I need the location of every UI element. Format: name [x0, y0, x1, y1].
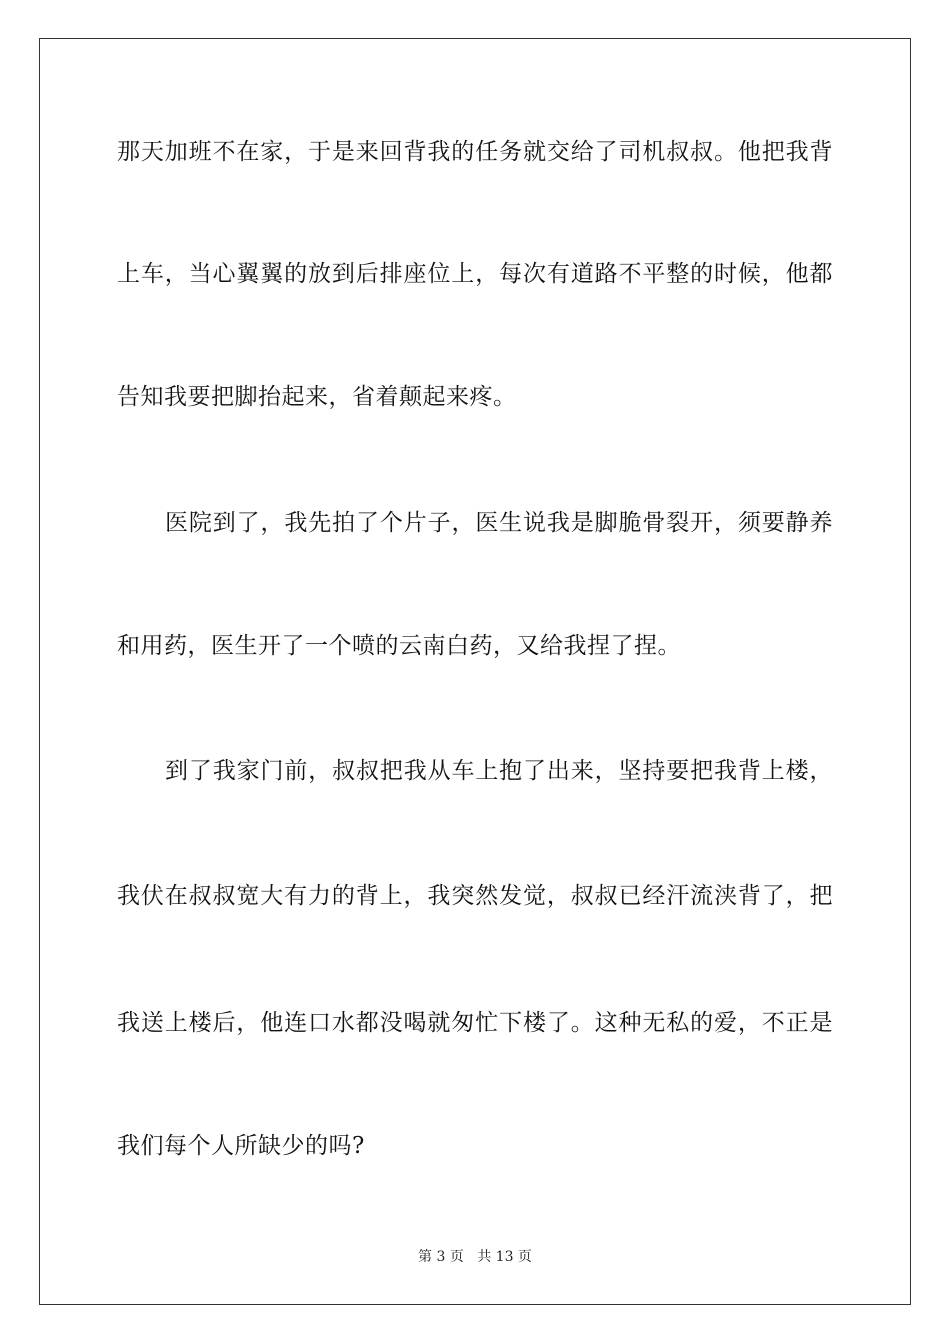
page-border: [39, 38, 911, 1305]
text-line-4: 医院到了，我先拍了个片子，医生说我是脚脆骨裂开，须要静养: [165, 510, 833, 536]
text-line-5: 和用药，医生开了一个喷的云南白药，又给我捏了捏。: [117, 633, 681, 659]
text-line-2: 上车，当心翼翼的放到后排座位上，每次有道路不平整的时候，他都: [117, 261, 833, 287]
text-line-9: 我们每个人所缺少的吗?: [117, 1133, 365, 1159]
text-line-1: 那天加班不在家，于是来回背我的任务就交给了司机叔叔。他把我背: [117, 139, 833, 165]
page-footer: [0, 1248, 950, 1266]
page-total: 共 13 页: [477, 1249, 532, 1265]
text-line-7: 我伏在叔叔宽大有力的背上，我突然发觉，叔叔已经汗流浃背了，把: [117, 883, 833, 909]
text-line-8: 我送上楼后，他连口水都没喝就匆忙下楼了。这种无私的爱，不正是: [117, 1010, 833, 1036]
text-line-6: 到了我家门前，叔叔把我从车上抱了出来，坚持要把我背上楼，: [165, 758, 833, 784]
text-line-3: 告知我要把脚抬起来，省着颠起来疼。: [117, 384, 517, 410]
page-number: 第 3 页: [418, 1249, 464, 1265]
